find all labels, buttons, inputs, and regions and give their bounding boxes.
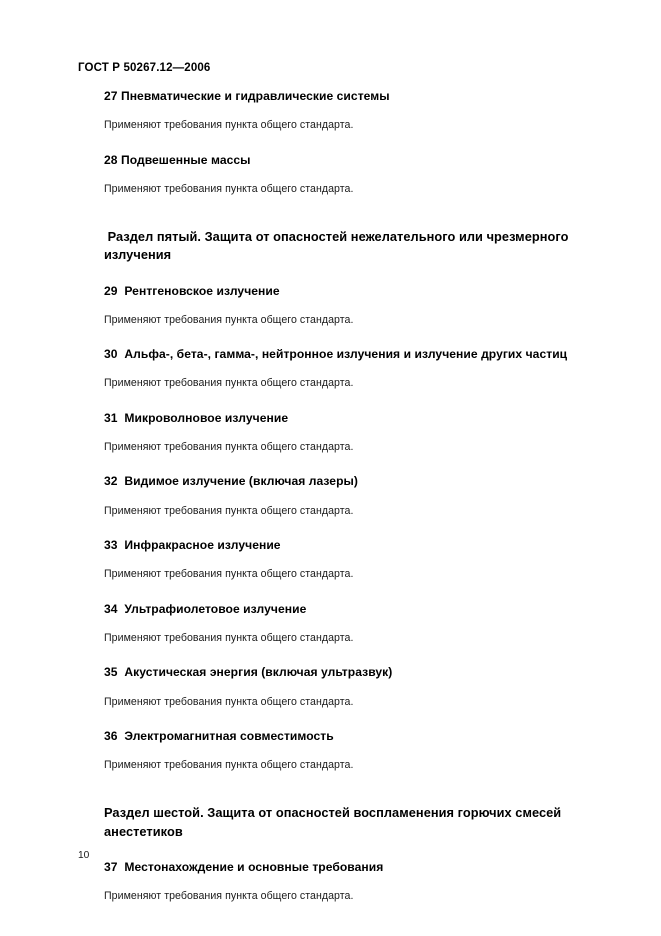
paragraph-spacer (104, 553, 624, 567)
clause-heading: 35 Акустическая энергия (включая ультразвук) (104, 665, 393, 680)
paragraph-spacer (104, 744, 624, 758)
clause-heading: 34 Ультрафиолетовое излучение (104, 601, 307, 616)
clause-heading: 36 Электромагнитная совместимость (104, 728, 334, 743)
clause-heading: 30 Альфа-, бета-, гамма-, нейтронное излучения и излучение других частиц (104, 347, 568, 362)
section-spacer (104, 327, 624, 346)
part-heading: Раздел пятый. Защита от опасностей нежелательного или чрезмерного излучения (104, 229, 573, 263)
section-spacer (104, 454, 624, 473)
paragraph-spacer (104, 299, 624, 313)
section-spacer (104, 391, 624, 410)
paragraph-spacer (104, 681, 624, 695)
clause-heading: 28 Подвешенные массы (104, 152, 251, 167)
section-spacer (104, 841, 624, 859)
clause-heading: 29 Рентгеновское излучение (104, 283, 280, 298)
clause-body-text: Применяют требования пункта общего стандарта. (104, 119, 354, 132)
clause-body-text: Применяют требования пункта общего стандарта. (104, 890, 354, 903)
clause-heading: 32 Видимое излучение (включая лазеры) (104, 474, 358, 489)
clause-body-text: Применяют требования пункта общего стандарта. (104, 377, 354, 390)
paragraph-spacer (104, 168, 624, 182)
clause-body-text: Применяют требования пункта общего стандарта. (104, 182, 354, 195)
clause-body-text: Применяют требования пункта общего стандарта. (104, 631, 354, 644)
paragraph-spacer (104, 104, 624, 118)
clause-heading: 33 Инфракрасное излучение (104, 537, 281, 552)
section-spacer (104, 133, 624, 152)
clause-body-text: Применяют требования пункта общего стандарта. (104, 568, 354, 581)
section-spacer (104, 772, 624, 804)
section-spacer (104, 518, 624, 537)
document-content (104, 88, 624, 903)
paragraph-spacer (104, 875, 624, 889)
clause-body-text: Применяют требования пункта общего стандарта. (104, 504, 354, 517)
document-standard-header: ГОСТ Р 50267.12—2006 (78, 62, 211, 74)
clause-heading: 37 Местонахождение и основные требования (104, 859, 384, 874)
section-spacer (104, 645, 624, 664)
paragraph-spacer (104, 490, 624, 504)
clause-body-text: Применяют требования пункта общего стандарта. (104, 695, 354, 708)
clause-body-text: Применяют требования пункта общего стандарта. (104, 759, 354, 772)
paragraph-spacer (104, 617, 624, 631)
clause-body-text: Применяют требования пункта общего стандарта. (104, 441, 354, 454)
section-spacer (104, 265, 624, 283)
page-number: 10 (78, 850, 90, 861)
part-heading: Раздел шестой. Защита от опасностей воспламенения горючих смесей анестетиков (104, 805, 565, 839)
section-spacer (104, 582, 624, 601)
clause-body-text: Применяют требования пункта общего стандарта. (104, 313, 354, 326)
section-spacer (104, 196, 624, 228)
section-spacer (104, 709, 624, 728)
clause-heading: 31 Микроволновое излучение (104, 410, 289, 425)
paragraph-spacer (104, 362, 624, 376)
clause-heading: 27 Пневматические и гидравлические системы (104, 89, 390, 103)
paragraph-spacer (104, 426, 624, 440)
